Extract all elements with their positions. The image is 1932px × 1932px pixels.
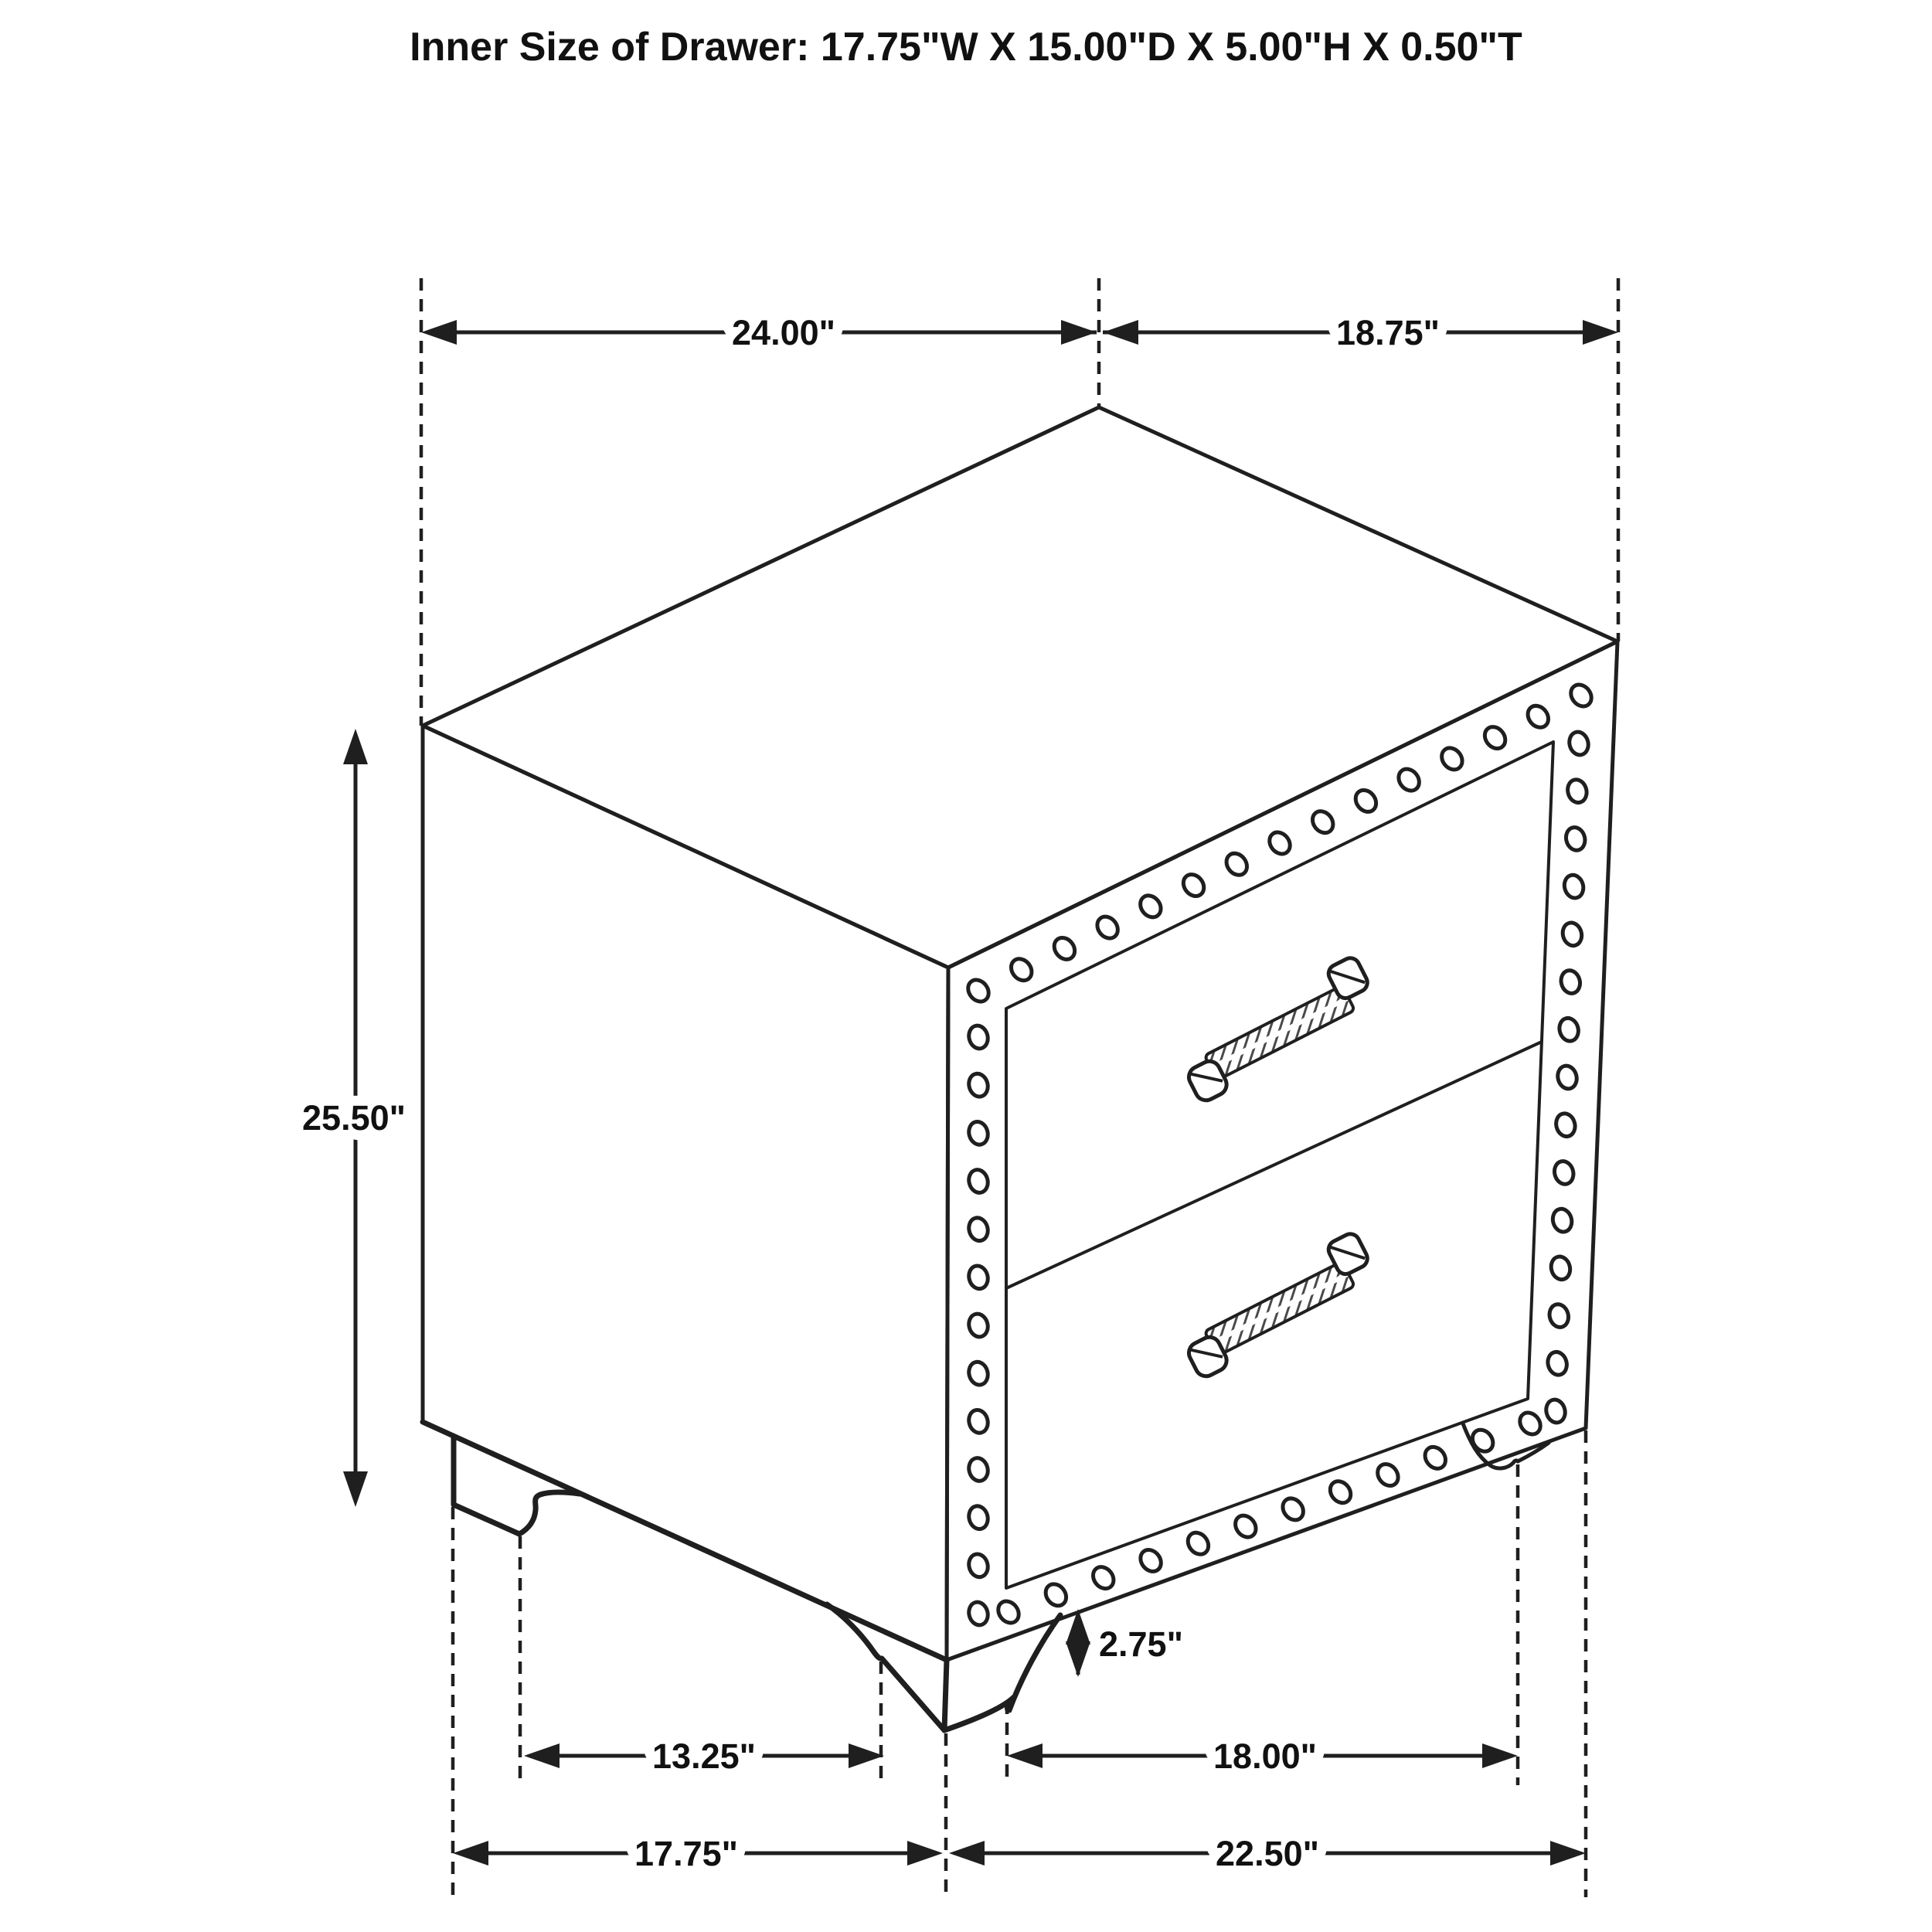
nailhead-stud [967,1504,991,1531]
arrowhead-down-icon [1066,1641,1090,1677]
lower-handle-bar-highlight [1212,1274,1347,1343]
dimension-height-label: 25.50" [302,1098,406,1138]
lower-drawer-handle [1172,1231,1383,1380]
nailhead-stud [967,1072,991,1099]
arrowhead-left-icon [949,1841,985,1866]
dimension-outer-right [949,1834,1586,1873]
nightstand-drawing [423,407,1617,1730]
nailhead-stud [1560,920,1584,947]
arrowhead-left-icon [1007,1743,1043,1768]
nailhead-stud [1136,1546,1165,1575]
front-corner-leg-front-edge [944,1660,947,1730]
nailhead-stud [1556,1063,1580,1090]
dimension-inner-right [1007,1736,1518,1776]
dimension-height [302,729,406,1507]
arrowhead-right-icon [1583,320,1618,345]
nailhead-stud [1179,870,1208,900]
nailhead-stud [1481,723,1509,752]
nailhead-stud [967,1216,991,1243]
nailhead-stud [1042,1580,1070,1610]
dimension-top-depth-label: 18.75" [1336,313,1440,352]
nailhead-stud [967,1311,991,1338]
nailhead-stud [1468,1426,1497,1455]
diagram-title: Inner Size of Drawer: 17.75"W X 15.00"D X 5.00"H X 0.50"T [410,25,1522,70]
dimension-leg-height-label: 2.75" [1099,1624,1183,1664]
nailhead-stud [1326,1478,1355,1507]
nailhead-stud [1546,1350,1570,1377]
nailhead-stud [1562,873,1586,900]
arrowhead-up-icon [343,729,368,764]
nailhead-stud [967,1456,991,1483]
arrowhead-left-icon [524,1743,560,1768]
drawer-divider [1006,1042,1542,1288]
nailhead-stud [1278,1495,1307,1524]
nailhead-stud [967,1360,991,1387]
nailhead-stud [967,1600,991,1627]
upper-handle-bar-highlight [1212,998,1347,1067]
arrowhead-down-icon [343,1471,368,1507]
nailhead-stud [1050,934,1079,963]
nailhead-stud [967,1264,991,1291]
nailhead-stud [1550,1207,1574,1234]
nailhead-trim [964,681,1595,1628]
nailhead-stud [1089,1563,1117,1592]
nailhead-stud [1308,808,1337,837]
cabinet-top-face [423,407,1617,968]
nailhead-stud [1566,681,1595,710]
cabinet-left-face [423,726,948,1660]
nailhead-stud [1352,786,1380,815]
nailhead-stud [994,1597,1022,1627]
dimension-top-width [421,313,1097,352]
arrowhead-right-icon [1550,1841,1586,1866]
nailhead-stud [1557,1016,1581,1043]
nailhead-stud [1553,1111,1577,1138]
nailhead-stud [1231,1512,1260,1541]
nailhead-stud [1515,1409,1544,1438]
nailhead-stud [1567,730,1591,757]
dimension-leg-height [1066,1609,1183,1677]
nailhead-stud [1563,825,1587,852]
nailhead-stud [1373,1460,1402,1489]
nailhead-stud [1184,1529,1213,1558]
dimension-outer-right-label: 22.50" [1216,1834,1319,1873]
front-frame-inner-edge [1006,742,1553,1588]
arrowhead-left-icon [1103,320,1138,345]
nailhead-stud [1093,913,1121,942]
dimension-outer-left-label: 17.75" [634,1834,738,1873]
front-corner-leg-right-side [944,1615,1060,1730]
nailhead-stud [964,976,992,1005]
arrowhead-left-icon [453,1841,488,1866]
arrowhead-right-icon [907,1841,943,1866]
nailhead-stud [1223,849,1251,879]
dimension-inner-left [524,1736,884,1776]
nailhead-stud [1549,1254,1573,1281]
cabinet-left-bottom-edge [423,1422,947,1660]
nailhead-stud [1544,1397,1568,1424]
nailhead-stud [1552,1159,1576,1186]
dimension-outer-left [453,1834,943,1873]
dimension-top-width-label: 24.00" [732,313,835,352]
nailhead-stud [1007,955,1036,985]
nailhead-stud [1265,828,1294,858]
nailhead-stud [1421,1443,1450,1472]
nailhead-stud [967,1120,991,1147]
nailhead-stud [967,1552,991,1579]
nailhead-stud [1394,765,1423,794]
nailhead-stud [1136,892,1165,921]
nailhead-stud [1437,744,1466,774]
upper-drawer-handle [1172,955,1383,1104]
arrowhead-left-icon [421,320,457,345]
nailhead-stud [1559,968,1583,995]
nailhead-stud [1565,777,1589,804]
arrowhead-right-icon [849,1743,884,1768]
dimension-top-depth [1103,313,1618,352]
front-corner-leg-left-side [827,1604,944,1730]
nailhead-stud [967,1168,991,1195]
arrowhead-right-icon [1482,1743,1518,1768]
arrowhead-right-icon [1061,320,1097,345]
nailhead-stud [967,1408,991,1435]
nailhead-stud [1524,702,1553,731]
dimension-inner-left-label: 13.25" [652,1736,756,1776]
dimension-inner-right-label: 18.00" [1213,1736,1317,1776]
nailhead-stud [1547,1302,1571,1329]
nailhead-stud [967,1023,991,1050]
